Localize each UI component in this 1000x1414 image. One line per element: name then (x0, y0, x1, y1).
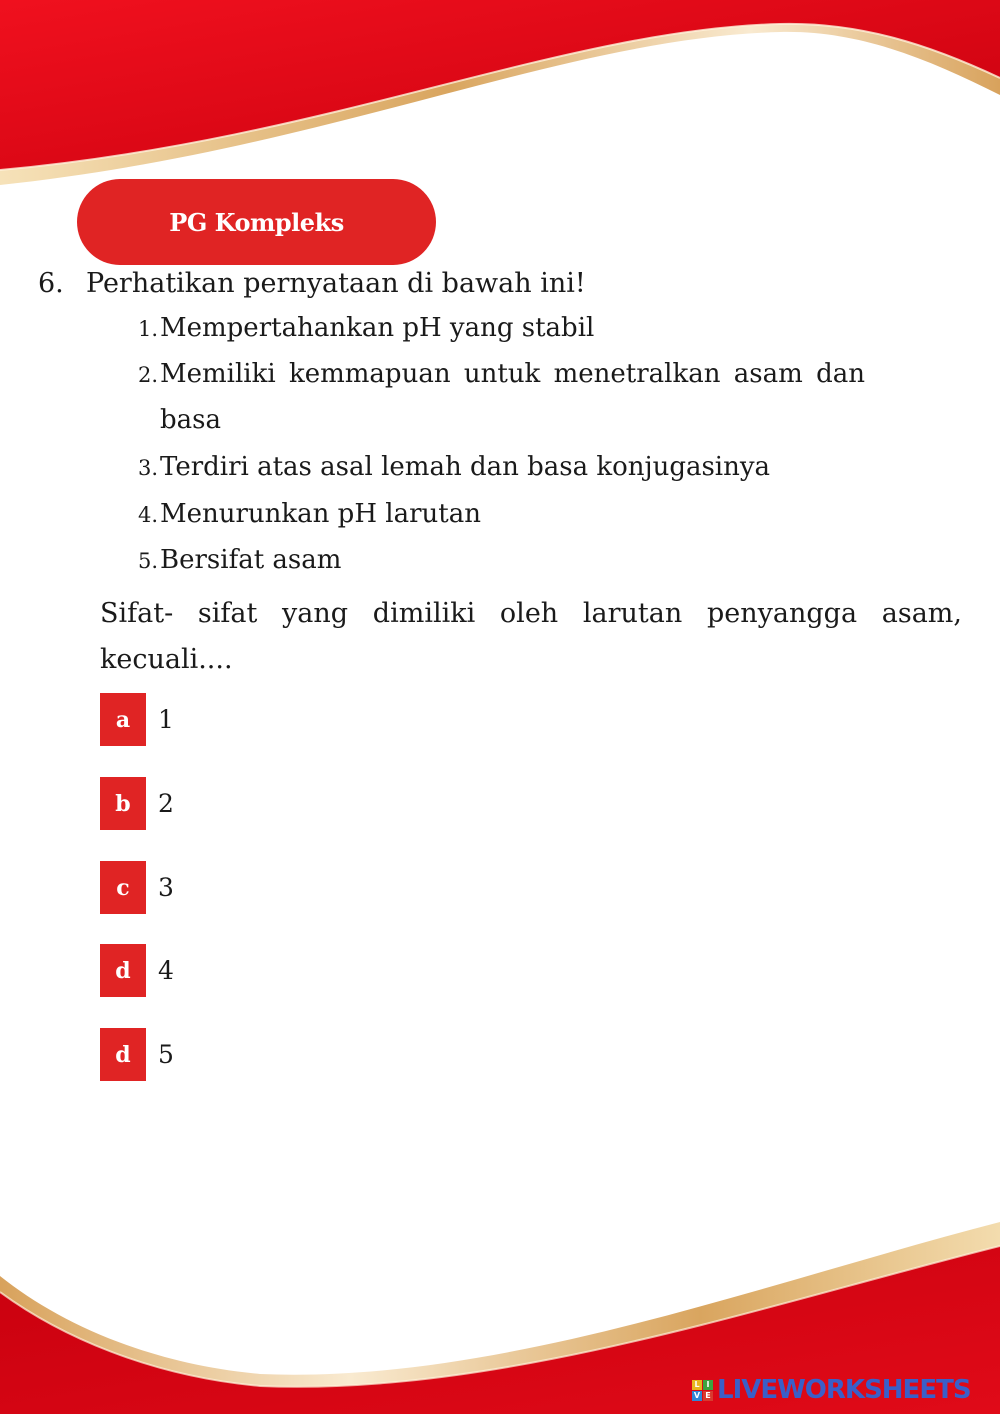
statement-2 (128, 351, 865, 443)
option-c[interactable] (100, 861, 174, 914)
statement-number: 4. (137, 503, 158, 527)
option-value: 4 (158, 956, 174, 985)
option-e[interactable] (100, 1028, 174, 1081)
statement-5 (128, 537, 341, 584)
statement-text: Terdiri atas asal lemah dan basa konjugasinya (160, 452, 771, 482)
option-value: 3 (158, 873, 174, 902)
option-letter[interactable]: d (100, 944, 146, 997)
option-letter[interactable]: b (100, 777, 146, 830)
statement-number: 2. (137, 363, 158, 387)
statement-text: Bersifat asam (160, 545, 342, 575)
option-b[interactable] (100, 777, 174, 830)
option-letter[interactable]: d (100, 1028, 146, 1081)
option-d[interactable] (100, 944, 174, 997)
option-letter[interactable]: a (100, 693, 146, 746)
statement-4 (128, 491, 481, 538)
statement-number: 5. (137, 549, 158, 573)
option-letter[interactable]: c (100, 861, 146, 914)
question-title: Perhatikan pernyataan di bawah ini! (86, 268, 586, 299)
liveworksheets-watermark (692, 1374, 971, 1406)
statement-1 (128, 305, 594, 352)
statement-text: Memiliki kemmapuan untuk menetralkan asam dan basa (160, 359, 865, 435)
option-a[interactable] (100, 693, 174, 746)
section-badge: PG Kompleks (77, 179, 436, 265)
question-number: 6. (38, 268, 64, 299)
header-wave-decoration (0, 0, 1000, 200)
option-value: 1 (158, 705, 174, 734)
question-prompt: Sifat- sifat yang dimiliki oleh larutan penyangga asam, kecuali.... (100, 598, 962, 675)
option-value: 2 (158, 789, 174, 818)
statement-text: Menurunkan pH larutan (160, 499, 481, 529)
liveworksheets-logo-icon: L I V E (692, 1380, 713, 1401)
statement-number: 1. (137, 317, 158, 341)
statement-text: Mempertahankan pH yang stabil (160, 313, 595, 343)
watermark-text: LIVEWORKSHEETS (717, 1375, 971, 1405)
statement-3 (128, 444, 770, 491)
option-value: 5 (158, 1040, 174, 1069)
statement-number: 3. (137, 456, 158, 480)
